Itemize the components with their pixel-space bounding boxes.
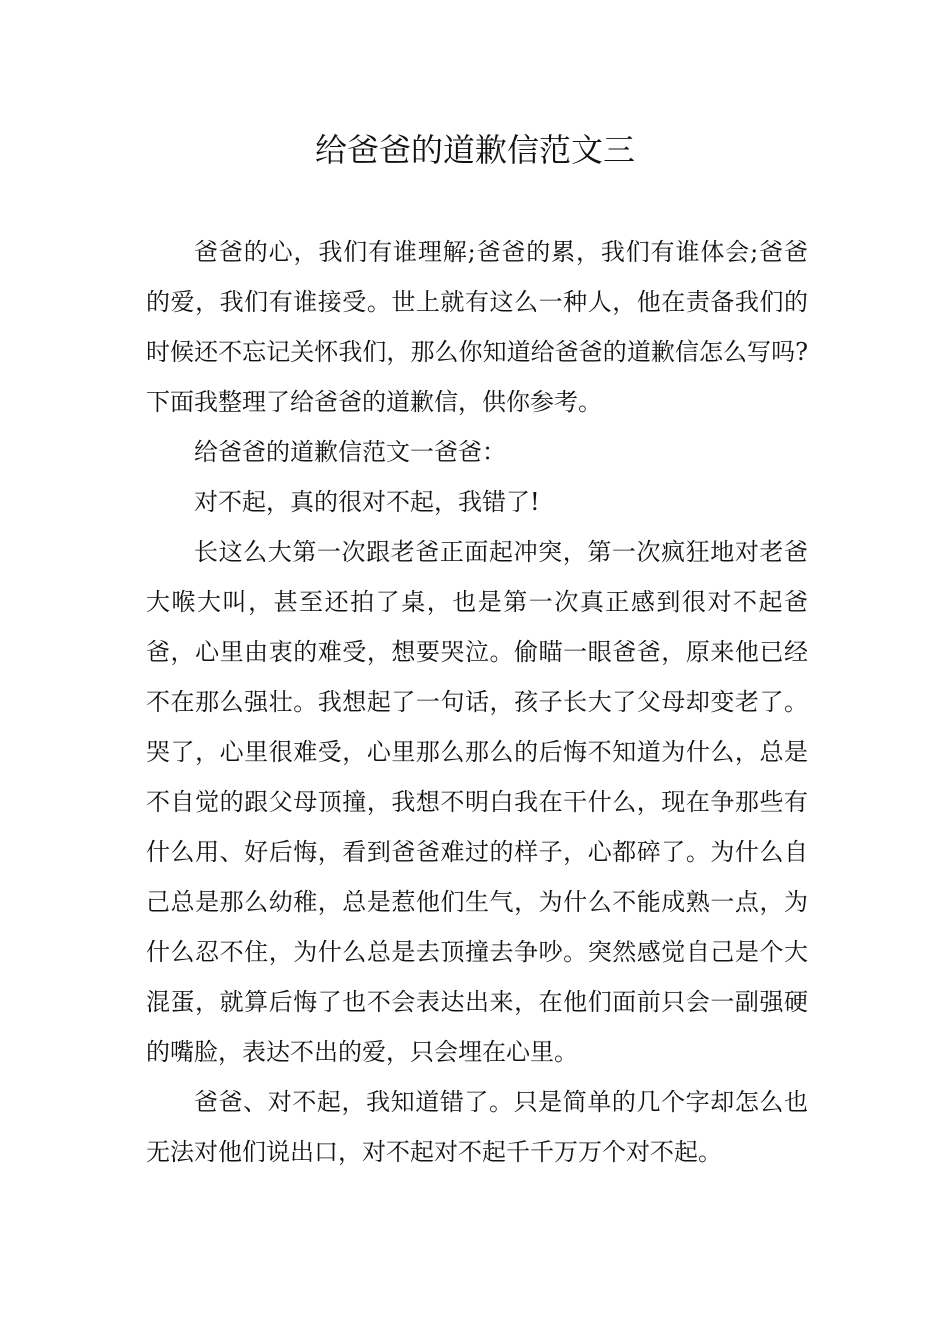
paragraph-main: 长这么大第一次跟老爸正面起冲突，第一次疯狂地对老爸大喉大叫，甚至还拍了桌，也是第一次真正感到很对不起爸爸，心里由衷的难受，想要哭泣。偷瞄一眼爸爸，原来他已经不在那么强壮。我想起了一句话，孩子长大了父母却变老了。哭了，心里很难受，心里那么那么的后悔不知道为什么，总是不自觉的跟父母顶撞，我想不明白我在干什么，现在争那些有什么用、好后悔，看到爸爸难过的样子，心都碎了。为什么自己总是那么幼稚，总是惹他们生气，为什么不能成熟一点，为什么忍不住，为什么总是去顶撞去争吵。突然感觉自己是个大混蛋，就算后悔了也不会表达出来，在他们面前只会一副强硬的嘴脸，表达不出的爱，只会埋在心里。	[146, 538, 808, 1066]
paragraph-salutation: 给爸爸的道歉信范文一爸爸：	[194, 438, 506, 466]
paragraph-apology: 对不起，真的很对不起，我错了!	[194, 488, 540, 516]
document-title: 给爸爸的道歉信范文三	[314, 131, 635, 169]
paragraph-intro: 爸爸的心，我们有谁理解;爸爸的累，我们有谁体会;爸爸的爱，我们有谁接受。世上就有这么一种人，他在责备我们的时候还不忘记关怀我们，那么你知道给爸爸的道歉信怎么写吗?下面我整理了给爸爸的道歉信，供你参考。	[146, 238, 808, 416]
paragraph-closing: 爸爸、对不起，我知道错了。只是简单的几个字却怎么也无法对他们说出口，对不起对不起千千万万个对不起。	[146, 1088, 808, 1166]
document-body	[146, 227, 808, 1177]
